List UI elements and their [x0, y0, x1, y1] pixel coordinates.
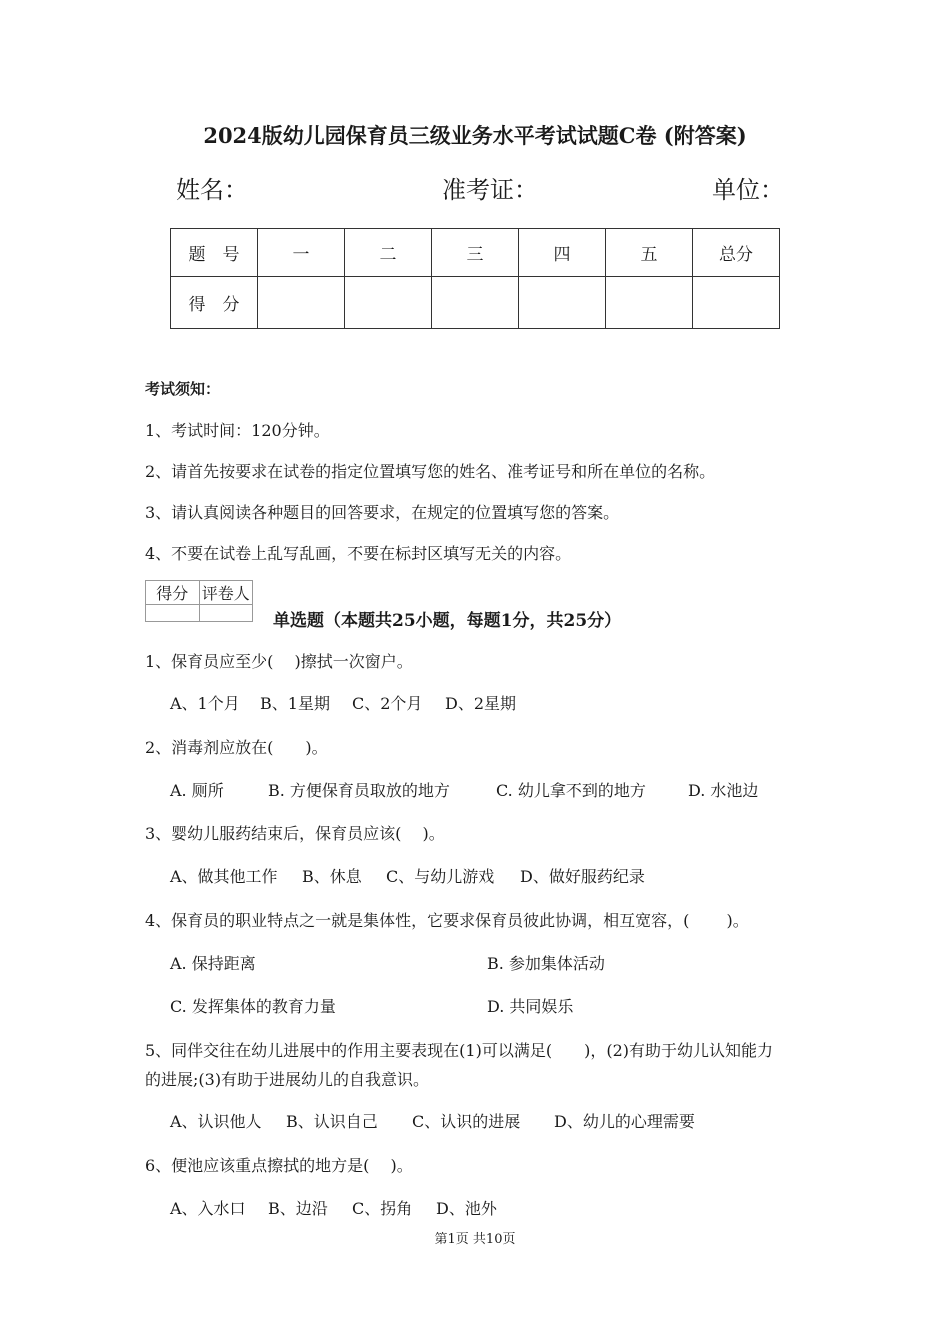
- question-option: A、认识他人: [170, 1112, 262, 1131]
- question-option: B、休息: [302, 867, 362, 886]
- score-table-cell: 得 分: [171, 277, 258, 329]
- question-option: B、边沿: [268, 1199, 328, 1218]
- grader-name-label: 评卷人: [199, 581, 253, 605]
- question-option: B. 参加集体活动: [487, 954, 605, 973]
- grader-box: [145, 580, 253, 622]
- question-option: A. 厕所: [170, 781, 224, 800]
- question-option: A、1个月: [170, 694, 240, 713]
- question-stem-continued: 的进展;(3)有助于进展幼儿的自我意识。: [145, 1070, 430, 1089]
- question-option: D、幼儿的心理需要: [554, 1112, 695, 1131]
- question-option: D、2星期: [445, 694, 517, 713]
- question-option: C、2个月: [352, 694, 423, 713]
- question-option: C、认识的进展: [412, 1112, 521, 1131]
- score-table-cell: 总分: [693, 229, 780, 277]
- question-option: C、与幼儿游戏: [386, 867, 495, 886]
- score-entry-cell: [606, 277, 693, 329]
- question-stem: 6、便池应该重点擦拭的地方是( )。: [145, 1156, 413, 1175]
- name-field-label: 姓名：: [176, 176, 248, 204]
- question-stem: 5、同伴交往在幼儿进展中的作用主要表现在(1)可以满足( )，(2)有助于幼儿认知能力: [145, 1041, 773, 1060]
- question-option: C. 发挥集体的教育力量: [170, 997, 336, 1016]
- score-table-cell: 五: [606, 229, 693, 277]
- notice-heading: 考试须知：: [145, 380, 221, 398]
- section-title: 单选题（本题共25小题，每题1分，共25分）: [273, 611, 622, 631]
- score-table-cell: 题 号: [171, 229, 258, 277]
- notice-item: 1、考试时间：120分钟。: [145, 421, 330, 440]
- score-table-header-row: [171, 229, 780, 277]
- score-table: [170, 228, 780, 329]
- question-stem: 2、消毒剂应放在( )。: [145, 738, 328, 757]
- score-entry-cell: [345, 277, 432, 329]
- question-option: A、做其他工作: [170, 867, 278, 886]
- question-option: C、拐角: [352, 1199, 413, 1218]
- question-stem: 3、婴幼儿服药结束后，保育员应该( )。: [145, 824, 445, 843]
- score-table-score-row: [171, 277, 780, 329]
- question-option: A. 保持距离: [170, 954, 256, 973]
- score-entry-cell: [258, 277, 345, 329]
- question-option: D、做好服药纪录: [520, 867, 645, 886]
- score-table-cell: 三: [432, 229, 519, 277]
- question-option: D. 共同娱乐: [487, 997, 574, 1016]
- grader-score-cell: [146, 605, 200, 622]
- question-option: B、1星期: [260, 694, 330, 713]
- score-entry-cell: [693, 277, 780, 329]
- score-table-cell: 一: [258, 229, 345, 277]
- question-option: D. 水池边: [688, 781, 759, 800]
- score-entry-cell: [519, 277, 606, 329]
- score-entry-cell: [432, 277, 519, 329]
- question-option: B. 方便保育员取放的地方: [268, 781, 450, 800]
- score-table-cell: 四: [519, 229, 606, 277]
- question-stem: 1、保育员应至少( )擦拭一次窗户。: [145, 652, 413, 671]
- unit-field-label: 单位：: [712, 176, 784, 204]
- question-stem: 4、保育员的职业特点之一就是集体性，它要求保育员彼此协调，相互宽容，( )。: [145, 911, 749, 930]
- question-option: A、入水口: [170, 1199, 246, 1218]
- page-footer: 第1页 共10页: [434, 1232, 516, 1247]
- question-option: B、认识自己: [286, 1112, 378, 1131]
- grader-name-cell: [199, 605, 253, 622]
- exam-id-field-label: 准考证：: [442, 176, 538, 204]
- notice-item: 3、请认真阅读各种题目的回答要求，在规定的位置填写您的答案。: [145, 503, 620, 522]
- question-option: C. 幼儿拿不到的地方: [496, 781, 646, 800]
- score-table-cell: 二: [345, 229, 432, 277]
- notice-item: 4、不要在试卷上乱写乱画，不要在标封区填写无关的内容。: [145, 544, 572, 563]
- page-title: 2024版幼儿园保育员三级业务水平考试试题C卷 (附答案): [203, 123, 747, 148]
- question-option: D、池外: [436, 1199, 497, 1218]
- notice-item: 2、请首先按要求在试卷的指定位置填写您的姓名、准考证号和所在单位的名称。: [145, 462, 716, 481]
- grader-score-label: 得分: [146, 581, 200, 605]
